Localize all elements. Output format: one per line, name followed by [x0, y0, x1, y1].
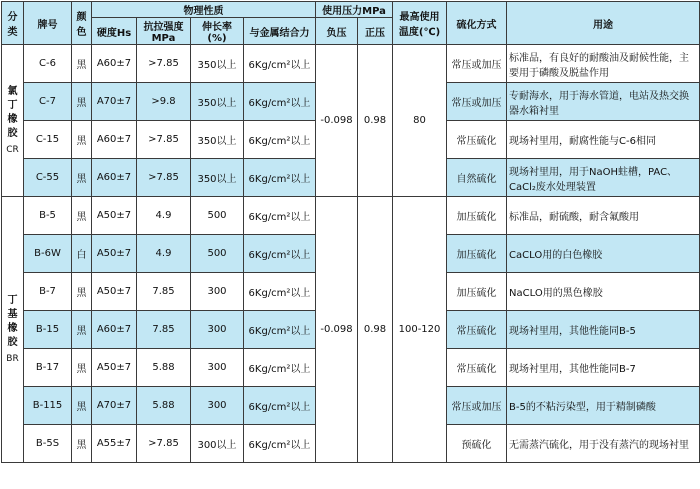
usage-cell: NaCLO用的黑色橡胶	[507, 273, 700, 311]
table-row	[2, 197, 700, 235]
cure-cell: 加压硫化	[447, 197, 507, 235]
header-max-temp: 最高使用温度(℃)	[393, 2, 447, 45]
elongation-cell: 300以上	[191, 425, 244, 463]
category-br-name: 丁基橡胶	[7, 294, 18, 348]
adhesion-cell: 6Kg/cm²以上	[244, 387, 316, 425]
elongation-cell: 350以上	[191, 83, 244, 121]
grade-cell: B-5	[24, 197, 72, 235]
color-cell: 黑	[72, 273, 92, 311]
header-cure: 硫化方式	[447, 2, 507, 45]
header-positive: 正压	[358, 18, 393, 45]
tensile-cell: 4.9	[137, 235, 191, 273]
header-color: 颜色	[72, 2, 92, 45]
usage-cell: 标准品，有良好的耐酸油及耐候性能，主要用于磷酸及脱盐作用	[507, 45, 700, 83]
usage-cell: 无需蒸汽硫化，用于没有蒸汽的现场衬里	[507, 425, 700, 463]
category-cr-code: CR	[6, 144, 19, 155]
usage-cell: 现场衬里用，其他性能同B-7	[507, 349, 700, 387]
tensile-cell: 5.88	[137, 349, 191, 387]
elongation-cell: 350以上	[191, 45, 244, 83]
usage-cell: 现场衬里用，其他性能同B-5	[507, 311, 700, 349]
elongation-cell: 300	[191, 349, 244, 387]
hardness-cell: A60±7	[92, 121, 137, 159]
elongation-cell: 300	[191, 273, 244, 311]
grade-cell: C-55	[24, 159, 72, 197]
hardness-cell: A50±7	[92, 197, 137, 235]
header-tensile: 抗拉强度MPa	[137, 18, 191, 45]
elongation-cell: 350以上	[191, 159, 244, 197]
tensile-cell: 7.85	[137, 273, 191, 311]
br-positive-pressure: 0.98	[358, 197, 393, 463]
category-br	[2, 197, 24, 463]
tensile-cell: >7.85	[137, 425, 191, 463]
grade-cell: B-7	[24, 273, 72, 311]
rubber-spec-table	[1, 1, 700, 463]
hardness-cell: A70±7	[92, 387, 137, 425]
hardness-cell: A55±7	[92, 425, 137, 463]
grade-cell: B-5S	[24, 425, 72, 463]
tensile-cell: >7.85	[137, 159, 191, 197]
color-cell: 黑	[72, 159, 92, 197]
adhesion-cell: 6Kg/cm²以上	[244, 197, 316, 235]
color-cell: 黑	[72, 425, 92, 463]
elongation-cell: 500	[191, 235, 244, 273]
cure-cell: 常压硫化	[447, 349, 507, 387]
grade-cell: C-6	[24, 45, 72, 83]
color-cell: 黑	[72, 311, 92, 349]
grade-cell: C-7	[24, 83, 72, 121]
cure-cell: 常压或加压	[447, 45, 507, 83]
usage-cell: 现场衬里用，耐腐性能与C-6相同	[507, 121, 700, 159]
elongation-cell: 300	[191, 387, 244, 425]
adhesion-cell: 6Kg/cm²以上	[244, 235, 316, 273]
grade-cell: B-6W	[24, 235, 72, 273]
cure-cell: 常压硫化	[447, 121, 507, 159]
header-hardness: 硬度Hs	[92, 18, 137, 45]
br-max-temp: 100-120	[393, 197, 447, 463]
color-cell: 黑	[72, 83, 92, 121]
adhesion-cell: 6Kg/cm²以上	[244, 425, 316, 463]
tensile-cell: 7.85	[137, 311, 191, 349]
cure-cell: 常压或加压	[447, 83, 507, 121]
br-negative-pressure: -0.098	[316, 197, 358, 463]
adhesion-cell: 6Kg/cm²以上	[244, 311, 316, 349]
grade-cell: C-15	[24, 121, 72, 159]
hardness-cell: A50±7	[92, 273, 137, 311]
adhesion-cell: 6Kg/cm²以上	[244, 45, 316, 83]
usage-cell: 标准品，耐硫酸，耐含氟酸用	[507, 197, 700, 235]
category-cr	[2, 45, 24, 197]
header-adhesion: 与金属结合力	[244, 18, 316, 45]
grade-cell: B-15	[24, 311, 72, 349]
tensile-cell: 4.9	[137, 197, 191, 235]
cr-positive-pressure: 0.98	[358, 45, 393, 197]
cure-cell: 常压或加压	[447, 387, 507, 425]
header-negative: 负压	[316, 18, 358, 45]
usage-cell: 现场衬里用，用于NaOH蛀槽，PAC、CaCl₂废水处理装置	[507, 159, 700, 197]
hardness-cell: A60±7	[92, 159, 137, 197]
cure-cell: 加压硫化	[447, 235, 507, 273]
tensile-cell: >7.85	[137, 45, 191, 83]
cure-cell: 常压硫化	[447, 311, 507, 349]
elongation-cell: 500	[191, 197, 244, 235]
table-row	[2, 45, 700, 83]
cr-max-temp: 80	[393, 45, 447, 197]
hardness-cell: A60±7	[92, 45, 137, 83]
color-cell: 黑	[72, 121, 92, 159]
category-br-code: BR	[6, 353, 19, 364]
adhesion-cell: 6Kg/cm²以上	[244, 121, 316, 159]
usage-cell: 专耐海水，用于海水管道，电站及热交换器水箱衬里	[507, 83, 700, 121]
color-cell: 白	[72, 235, 92, 273]
hardness-cell: A50±7	[92, 235, 137, 273]
color-cell: 黑	[72, 197, 92, 235]
header-pressure: 使用压力MPa	[316, 2, 393, 18]
cr-negative-pressure: -0.098	[316, 45, 358, 197]
cure-cell: 加压硫化	[447, 273, 507, 311]
color-cell: 黑	[72, 45, 92, 83]
tensile-cell: >7.85	[137, 121, 191, 159]
hardness-cell: A50±7	[92, 349, 137, 387]
category-cr-name: 氯丁橡胶	[7, 85, 18, 139]
hardness-cell: A60±7	[92, 311, 137, 349]
adhesion-cell: 6Kg/cm²以上	[244, 349, 316, 387]
header-grade: 牌号	[24, 2, 72, 45]
adhesion-cell: 6Kg/cm²以上	[244, 159, 316, 197]
usage-cell: CaCLO用的白色橡胶	[507, 235, 700, 273]
grade-cell: B-115	[24, 387, 72, 425]
color-cell: 黑	[72, 387, 92, 425]
header-category: 分类	[2, 2, 24, 45]
elongation-cell: 350以上	[191, 121, 244, 159]
color-cell: 黑	[72, 349, 92, 387]
tensile-cell: >9.8	[137, 83, 191, 121]
header-usage: 用途	[507, 2, 700, 45]
grade-cell: B-17	[24, 349, 72, 387]
header-elongation: 伸长率(%)	[191, 18, 244, 45]
cure-cell: 自然硫化	[447, 159, 507, 197]
tensile-cell: 5.88	[137, 387, 191, 425]
header-physical: 物理性质	[92, 2, 316, 18]
hardness-cell: A70±7	[92, 83, 137, 121]
elongation-cell: 300	[191, 311, 244, 349]
adhesion-cell: 6Kg/cm²以上	[244, 273, 316, 311]
adhesion-cell: 6Kg/cm²以上	[244, 83, 316, 121]
cure-cell: 预硫化	[447, 425, 507, 463]
usage-cell: B-5的不粘污染型，用于精制磷酸	[507, 387, 700, 425]
